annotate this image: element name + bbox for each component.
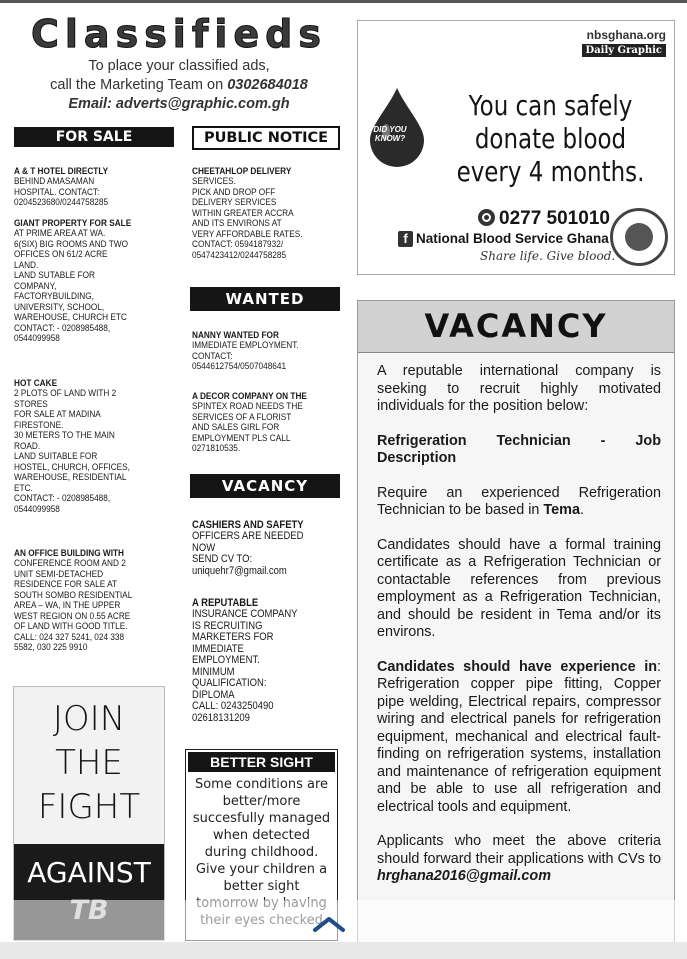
list-item [192, 508, 338, 586]
req-text: Require an experienced Refrigeration Technician to be based in [377, 484, 661, 518]
wanted-list [192, 320, 338, 455]
vacancy-job-title [377, 433, 661, 468]
list-item [14, 156, 174, 208]
contact-line-2-text: call the Marketing Team on [50, 77, 224, 93]
ad-slogan: Share life. Give blood. [480, 249, 616, 263]
viewer-bottom-bar [0, 942, 687, 959]
ad-phone-row [478, 208, 610, 230]
better-sight-heading: BETTER SIGHT [188, 752, 335, 772]
vacancy-candidates: Candidates should have a formal training certificate as a Refrigeration Technician or contactable references from previous employment as a Refrigeration Technician, and should be resident in Tema and/or its environs. [377, 536, 661, 640]
req-location: Tema [543, 502, 580, 518]
vacancy-title-bar [358, 301, 674, 353]
vacancy-main-box [357, 300, 675, 945]
join-line-1: JOIN [52, 699, 126, 739]
contact-line-2 [14, 76, 344, 95]
vacancy-requirement: Require an experienced Refrigeration Technician to be based in Tema. [377, 484, 661, 518]
ad-message: You can safely donate blood every 4 months. [456, 89, 645, 188]
contact-email: Email: adverts@graphic.com.gh [68, 96, 290, 112]
ad-paper-label: Daily Graphic [582, 44, 666, 57]
vacancy-title: VACANCY [424, 307, 608, 345]
item-title: A & T HOTEL DIRECTLY [14, 165, 109, 177]
item-body: BEHIND AMASAMAN HOSPITAL. CONTACT: 0204523680/0244758285 [14, 176, 109, 208]
vacancy-small-list [192, 508, 338, 724]
contact-line-1: To place your classified ads, [88, 58, 270, 74]
whatsapp-icon [478, 209, 495, 226]
public-notice-heading: PUBLIC NOTICE [192, 126, 340, 150]
public-notice-list [192, 156, 338, 261]
vacancy-body [377, 363, 661, 903]
against-text: AGAINST [27, 856, 151, 889]
ad-site: nbsghana.org [586, 28, 666, 42]
item-title: CHEETAHLOP DELIVERY [192, 165, 292, 177]
list-item [14, 538, 174, 654]
item-title: A DECOR COMPANY ON THE [192, 390, 307, 402]
apply-email: hrghana2016@gmail.com [377, 868, 551, 884]
chevron-up-icon[interactable] [311, 914, 347, 934]
vacancy-apply [377, 833, 661, 886]
item-body: IMMEDIATE EMPLOYMENT. CONTACT: 0544612754/0507048641 [192, 340, 299, 372]
item-title: AN OFFICE BUILDING WITH [14, 547, 124, 559]
blood-donation-ad [357, 20, 675, 275]
vacancy-experience [377, 659, 661, 817]
item-title: HOT CAKE [14, 377, 58, 389]
list-item [192, 320, 338, 381]
for-sale-list [14, 156, 174, 654]
item-body: OFFICERS ARE NEEDED NOW SEND CV TO: uniquehr7@gmail.com [192, 530, 304, 577]
join-line-3: FIGHT [37, 787, 141, 827]
for-sale-heading: FOR SALE [14, 127, 174, 147]
wanted-heading: WANTED [190, 287, 340, 311]
drop-text: DID YOU KNOW? [373, 125, 407, 143]
list-item [14, 368, 174, 538]
item-title: GIANT PROPERTY FOR SALE [14, 217, 132, 229]
item-title: NANNY WANTED FOR [192, 329, 279, 341]
item-body: SPINTEX ROAD NEEDS THE SERVICES OF A FLORIST AND SALES GIRL FOR EMPLOYMENT PLS CALL 0271810535. [192, 401, 303, 454]
contact-phone: 0302684018 [227, 77, 308, 93]
facebook-icon: f [398, 231, 413, 247]
item-body: 2 PLOTS OF LAND WITH 2 STORES FOR SALE AT MADINA FIRESTONE. 30 METERS TO THE MAIN ROAD. LAND SUITABLE FOR HOSTEL, CHURCH, OFFICES, WAREHOUSE, RESIDENTIAL ETC. CONTACT: - 0208985488, 0544099958 [14, 388, 130, 515]
contact-block [14, 57, 344, 114]
item-body: CONFERENCE ROOM AND 2 UNIT SEMI-DETACHED RESIDENCE FOR SALE AT SOUTH SOMBO RESIDENTIAL AREA – WA, IN THE UPPER WEST REGION ON 0.55 ACRE OF LAND WITH GOOD TITLE. CALL: 024 327 5241, 024 338 5582, 030 225 9910 [14, 558, 133, 653]
page-title: Classifieds [31, 12, 327, 56]
vacancy-intro: A reputable international company is seeking to recruit highly motivated individuals for the position below: [377, 363, 661, 414]
ad-phone: 0277 501010 [499, 208, 610, 229]
list-item [192, 381, 338, 455]
page-top-border [0, 0, 687, 3]
job-title-text: Refrigeration Technician - Job Description [377, 432, 661, 466]
list-item [192, 586, 338, 724]
item-body: INSURANCE COMPANY IS RECRUITING MARKETERS FOR IMMEDIATE EMPLOYMENT. MINIMUM QUALIFICATION: DIPLOMA CALL: 0243250490 02618131209 [192, 608, 298, 724]
vacancy-small-heading: VACANCY [190, 474, 340, 498]
apply-text: Applicants who meet the above criteria should forward their applications with CVs to [377, 833, 661, 867]
item-body: SERVICES. PICK AND DROP OFF DELIVERY SERVICES WITHIN GREATER ACCRA AND ITS ENVIRONS AT VERY AFFORDABLE RATES. CONTACT: 0594187932/ 0547423412/0244758285 [192, 176, 303, 261]
item-title: A REPUTABLE [192, 596, 259, 609]
list-item [192, 156, 338, 261]
item-title: CASHIERS AND SAFETY [192, 518, 304, 531]
item-body: AT PRIME AREA AT WA. 6(SIX) BIG ROOMS AND TWO OFFICES ON 61/2 ACRE LAND. LAND SUTABLE FOR COMPANY, FACTORYBUILDING, UNIVERSITY, SCHOOL, WAREHOUSE, CHURCH ETC CONTACT: - 0208985488, 0544099958 [14, 228, 129, 344]
list-item [14, 208, 174, 368]
better-sight-text: Some conditions are better/more succesfully managed when detected during childhood. Give your children a better sight [192, 777, 331, 894]
experience-list: : Refrigeration copper pipe fitting, Copper pipe welding, Electrical repairs, compressor wiring and electrical panels for refrigeration equipment, mechanical and electrical fault-finding on refrigeration systems, installation and maintenance of refrigeration equipment and be able to use all refrigeration and electrical tools and equipment. [377, 658, 661, 815]
nbs-seal-logo [610, 208, 668, 266]
ad-org: National Blood Service Ghana [416, 231, 609, 246]
experience-heading: Candidates should have experience in [377, 658, 657, 675]
join-line-2: THE [55, 743, 123, 783]
